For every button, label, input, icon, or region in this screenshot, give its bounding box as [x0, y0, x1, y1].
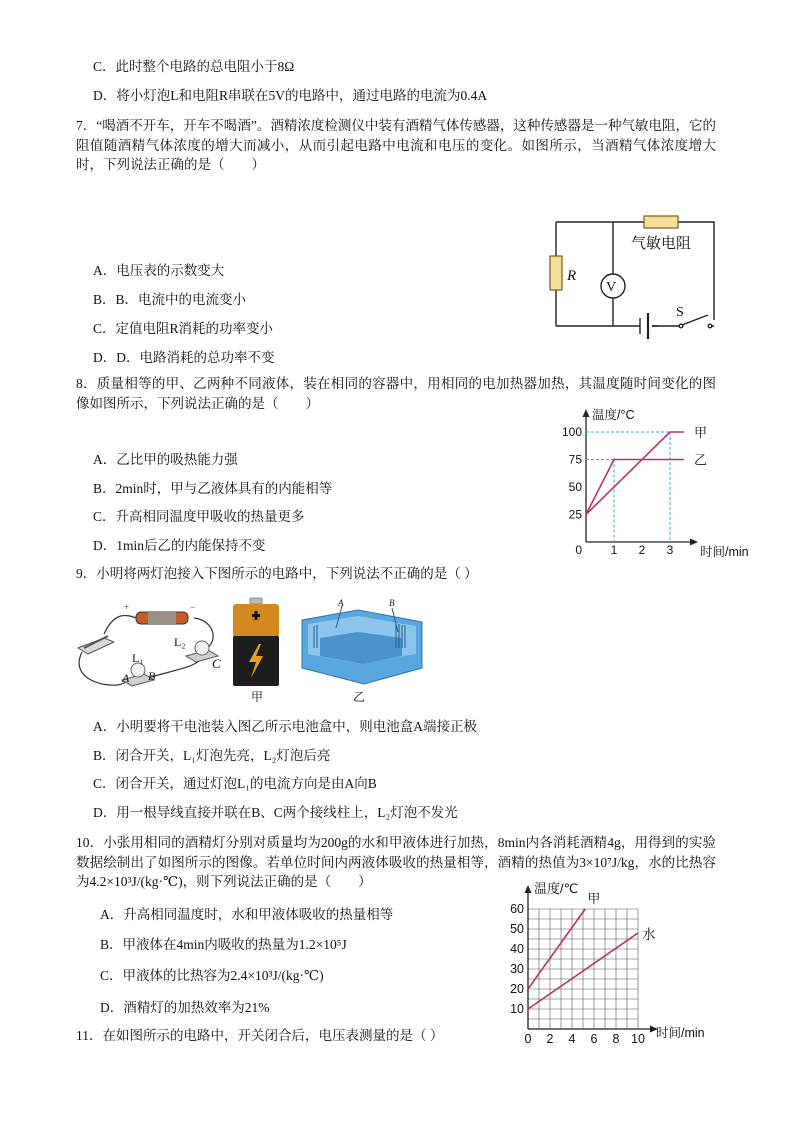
label-box-a: A	[338, 598, 344, 608]
q9-battery-jia	[228, 598, 284, 706]
q7-option-a: A．电压表的示数变大	[93, 263, 225, 278]
y-tick-label: 30	[510, 962, 524, 976]
q8-option-a: A．乙比甲的吸热能力强	[93, 452, 238, 467]
x-axis-label: 时间/min	[656, 1026, 705, 1040]
label-terminal-a: A	[122, 671, 130, 685]
x-axis-arrow-icon	[690, 539, 698, 546]
svg-text:−: −	[190, 602, 196, 612]
q9-option-c: C．闭合开关，通过灯泡L₁的电流方向是由A向B	[93, 776, 377, 791]
q10-option-c: C．甲液体的比热容为2.4×10³J/(kg·℃)	[100, 968, 324, 983]
y-tick-label: 10	[510, 1002, 524, 1016]
q7-option-b: B．B．电流中的电流变小	[93, 292, 247, 307]
knife-switch	[78, 636, 114, 654]
series-line-jia	[586, 432, 684, 515]
q10-stem: 10．小张用相同的酒精灯分别对质量均为200g的水和甲液体进行加热，8min内各消耗酒精4g，用得到的实验数据绘制出了如图所示的图像。若单位时间内两液体吸收的热量相等，酒精的热值为3×10⁷J/kg，水的比热容为4.2×10³J/(kg·℃)，则下列说法正确的是（ ）	[76, 835, 716, 889]
x-tick-label: 4	[568, 1032, 576, 1046]
y-tick-label: 60	[510, 902, 524, 916]
label-l2: L₂	[174, 635, 186, 649]
x-tick-label: 2	[638, 543, 646, 557]
x-tick-label: 2	[546, 1032, 554, 1046]
resistor-r	[550, 256, 562, 290]
x-tick-label: 6	[590, 1032, 598, 1046]
series-line-yi	[586, 460, 684, 515]
series-label: 乙	[694, 452, 708, 468]
y-axis-arrow-icon	[525, 885, 532, 893]
q6-option-c: C．此时整个电路的总电阻小于8Ω	[93, 59, 295, 74]
q8-temperature-chart	[558, 396, 748, 562]
q8-option-b: B．2min时，甲与乙液体具有的内能相等	[93, 481, 333, 496]
label-terminal-b: B	[148, 669, 156, 683]
label-box-b: B	[389, 598, 395, 608]
label-terminal-c: C	[212, 656, 221, 671]
y-tick-label: 25	[568, 507, 582, 522]
switch-label: S	[676, 305, 684, 320]
x-tick-label: 0	[524, 1032, 532, 1046]
q7-option-c: C．定值电阻R消耗的功率变小	[93, 321, 274, 336]
x-tick-label: 10	[631, 1032, 645, 1046]
q8-stem: 8．质量相等的甲、乙两种不同液体，装在相同的容器中，用相同的电加热器加热，其温度随时间变化的图像如图所示，下列说法正确的是（ ）	[76, 376, 716, 411]
q9-option-b: B．闭合开关，L₁灯泡先亮，L₂灯泡后亮	[93, 748, 331, 763]
series-label: 甲	[587, 891, 601, 906]
gas-sensor-resistor	[644, 216, 678, 228]
y-tick-label: 50	[510, 922, 524, 936]
y-tick-label: 100	[561, 425, 582, 439]
q11-stem: 11．在如图所示的电路中，开关闭合后，电压表测量的是（ ）	[76, 1028, 444, 1043]
x-tick-label: 3	[666, 543, 674, 557]
q8-option-c: C．升高相同温度甲吸收的热量更多	[93, 509, 305, 524]
y-tick-label: 40	[510, 942, 524, 956]
q6-option-d: D．将小灯泡L和电阻R串联在5V的电路中，通过电路的电流为0.4A	[93, 88, 488, 103]
y-axis-label: 温度/℃	[534, 881, 579, 896]
x-tick-label: 1	[610, 543, 618, 557]
x-tick-label: 8	[612, 1032, 620, 1046]
q10-option-b: B．甲液体在4min内吸收的热量为1.2×10⁵J	[100, 937, 347, 952]
label-jia: 甲	[251, 690, 264, 704]
origin-label: 0	[575, 543, 582, 557]
q9-stem: 9．小明将两灯泡接入下图所示的电路中，下列说法不正确的是（ ）	[76, 566, 478, 581]
q9-circuit-photo	[74, 598, 234, 692]
y-tick-label: 75	[568, 452, 582, 467]
series-label: 水	[642, 927, 656, 942]
y-tick-label: 50	[568, 480, 582, 494]
q10-option-a: A．升高相同温度时，水和甲液体吸收的热量相等	[100, 907, 394, 922]
q9-battery-box-yi	[298, 598, 428, 706]
label-yi: 乙	[353, 690, 366, 704]
y-axis-label: 温度/°C	[592, 408, 635, 422]
q7-stem: 7．“喝酒不开车，开车不喝酒”。酒精浓度检测仪中装有酒精气体传感器，这种传感器是一种气敏电阻，它的阻值随酒精气体浓度的增大而减小，从而引起电路中电流和电压的变化。如图所示，当酒精气体浓度增大时，下列说法正确的是（ ）	[76, 118, 716, 172]
q7-circuit-diagram	[540, 208, 730, 338]
label-l1: L₁	[132, 651, 144, 665]
resistor-label: R	[567, 268, 577, 284]
q10-temperature-chart	[500, 878, 720, 1048]
series-label: 甲	[694, 425, 708, 440]
q10-option-d: D．酒精灯的加热效率为21%	[100, 1000, 270, 1015]
q7-option-d: D．D．电路消耗的总功率不变	[93, 350, 275, 365]
svg-text:+: +	[124, 602, 130, 612]
sensor-label: 气敏电阻	[631, 236, 692, 252]
x-axis-label: 时间/min	[700, 545, 749, 559]
q8-option-d: D．1min后乙的内能保持不变	[93, 538, 266, 553]
q9-option-d: D．用一根导线直接并联在B、C两个接线柱上，L₂灯泡不发光	[93, 805, 458, 820]
voltmeter-label: V	[606, 280, 617, 295]
y-tick-label: 20	[510, 982, 524, 996]
q9-option-a: A．小明要将干电池装入图乙所示电池盒中，则电池盒A端接正极	[93, 719, 477, 734]
y-axis-arrow-icon	[583, 409, 590, 417]
